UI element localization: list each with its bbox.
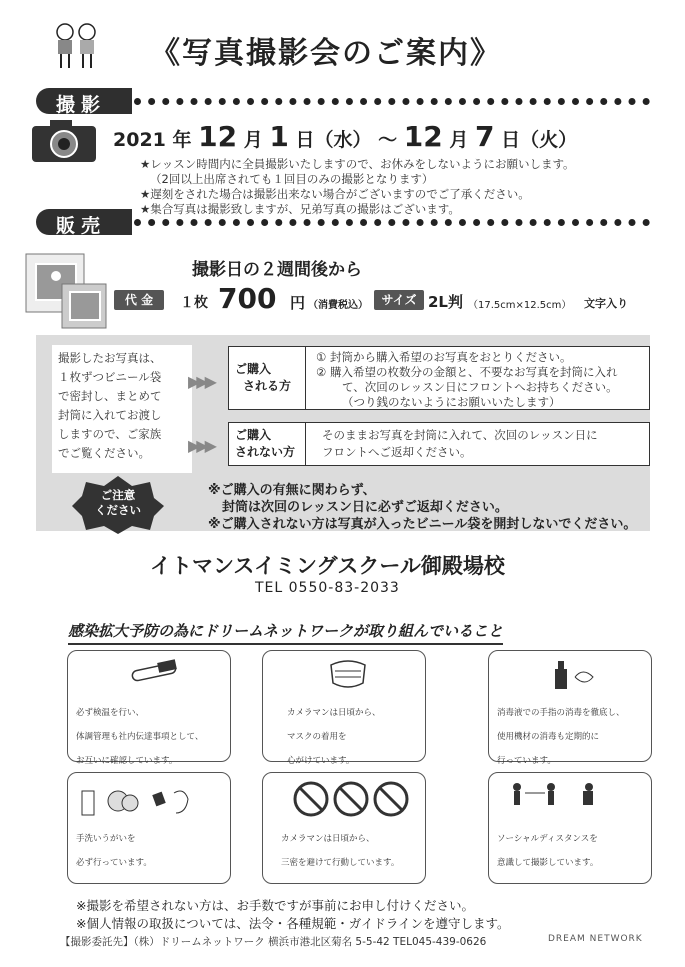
price-count: １枚 xyxy=(180,295,208,311)
covid-title: 感染拡大予防の為にドリームネットワークが取り組んでいること xyxy=(68,620,503,645)
buy-steps: ① 封筒から購入希望のお写真をおとりください。 ② 購入希望の枚数分の金額と、不要なお写真を封筒に入れ て、次回のレッスン日にフロントへお持ちください。 （つり銭のないようにお願いいたします） xyxy=(306,346,650,410)
shoot-note: ★集合写真は撮影致しますが、兄弟写真の撮影はございます。 xyxy=(140,202,460,216)
sale-start: 撮影日の２週間後から xyxy=(192,260,362,280)
caution-line: ※ご購入されない方は写真が入ったビニール袋を開封しないでください。 xyxy=(208,517,637,532)
caution-line: ※ご購入の有無に関わらず、 xyxy=(208,483,376,498)
shoot-note: （2回以上出席されても１回目のみの撮影となります） xyxy=(150,172,434,186)
distance-icon xyxy=(509,779,609,809)
price-unit: 円 xyxy=(290,294,306,312)
camera-icon xyxy=(30,116,98,164)
print-extra: 文字入り xyxy=(584,297,628,310)
size-tag: サイズ xyxy=(374,290,424,310)
no-crowd-icon xyxy=(291,779,411,819)
measure-card: カメラマンは日頃から、 マスクの着用を 心がけています。 xyxy=(262,650,426,762)
nobuy-label: ご購入 されない方 xyxy=(228,422,306,466)
sealed-info: 撮影したお写真は、 １枚ずつビニール袋 で密封し、まとめて 封筒に入れてお渡し しますので、ご家族 でご覧ください。 xyxy=(52,345,192,473)
section-header-shoot: 撮影 xyxy=(36,88,132,114)
arrow-icon: ▶▶▶ xyxy=(188,436,213,455)
shoot-note: ★遅刻をされた場合は撮影出来ない場合がございますのでご了承ください。 xyxy=(140,187,530,201)
measure-card: 必ず検温を行い、 体調管理も社内伝達事項として、 お互いに確認しています。 xyxy=(67,650,231,762)
section-header-sale: 販売 xyxy=(36,209,132,235)
price-amount: 700 xyxy=(218,282,277,315)
shoot-note: ★レッスン時間内に全員撮影いたしますので、お休みをしないようにお願いします。 xyxy=(140,157,575,171)
page-title: 《写真撮影会のご案内》 xyxy=(150,36,502,71)
shoot-date: 2021 年 12 月 1 日（水） ～ 12 月 7 日（火） xyxy=(113,120,578,153)
school-tel: TEL 0550-83-2033 xyxy=(255,580,400,596)
mask-icon xyxy=(323,657,373,691)
print-size: 2L判 xyxy=(428,293,463,311)
caution-line: 封筒は次回のレッスン日に必ずご返却ください。 xyxy=(222,500,508,515)
thermometer-icon xyxy=(128,657,184,687)
price-tax: （消費税込） xyxy=(308,300,368,311)
company-logo: DREAM NETWORK xyxy=(548,934,643,944)
footer-note: ※個人情報の取扱については、法令・各種規範・ガイドラインを遵守します。 xyxy=(76,916,510,931)
footer-note: ※撮影を希望されない方は、お手数ですが事前にお申し付けください。 xyxy=(76,898,474,913)
contractor-info: 【撮影委託先】（株）ドリームネットワーク 横浜市港北区菊名 5-5-42 TEL045-439-0626 xyxy=(60,936,487,948)
sanitizer-icon xyxy=(549,657,599,691)
school-name: イトマンスイミングスクール御殿場校 xyxy=(150,554,505,578)
caution-badge: ご注意 ください xyxy=(95,488,141,517)
photo-envelope-icon xyxy=(24,252,110,332)
buy-label: ご購入 される方 xyxy=(228,346,306,410)
arrow-icon: ▶▶▶ xyxy=(188,372,213,391)
measure-card: 消毒液での手指の消毒を徹底し、 使用機材の消毒も定期的に 行っています。 xyxy=(488,650,652,762)
print-dims: （17.5cm×12.5cm） xyxy=(468,300,572,311)
measure-card: 手洗いうがいを 必ず行っています。 xyxy=(67,772,231,884)
price-tag: 代 金 xyxy=(114,290,164,310)
nobuy-text: そのままお写真を封筒に入れて、次回のレッスン日に フロントへご返却ください。 xyxy=(306,422,650,466)
measure-card: ソーシャルディスタンスを 意識して撮影しています。 xyxy=(488,772,652,884)
divider xyxy=(134,98,650,105)
measure-card: カメラマンは日頃から、 三密を避けて行動しています。 xyxy=(262,772,426,884)
children-illustration xyxy=(48,22,104,70)
handwash-icon xyxy=(78,779,198,819)
divider xyxy=(134,219,650,226)
